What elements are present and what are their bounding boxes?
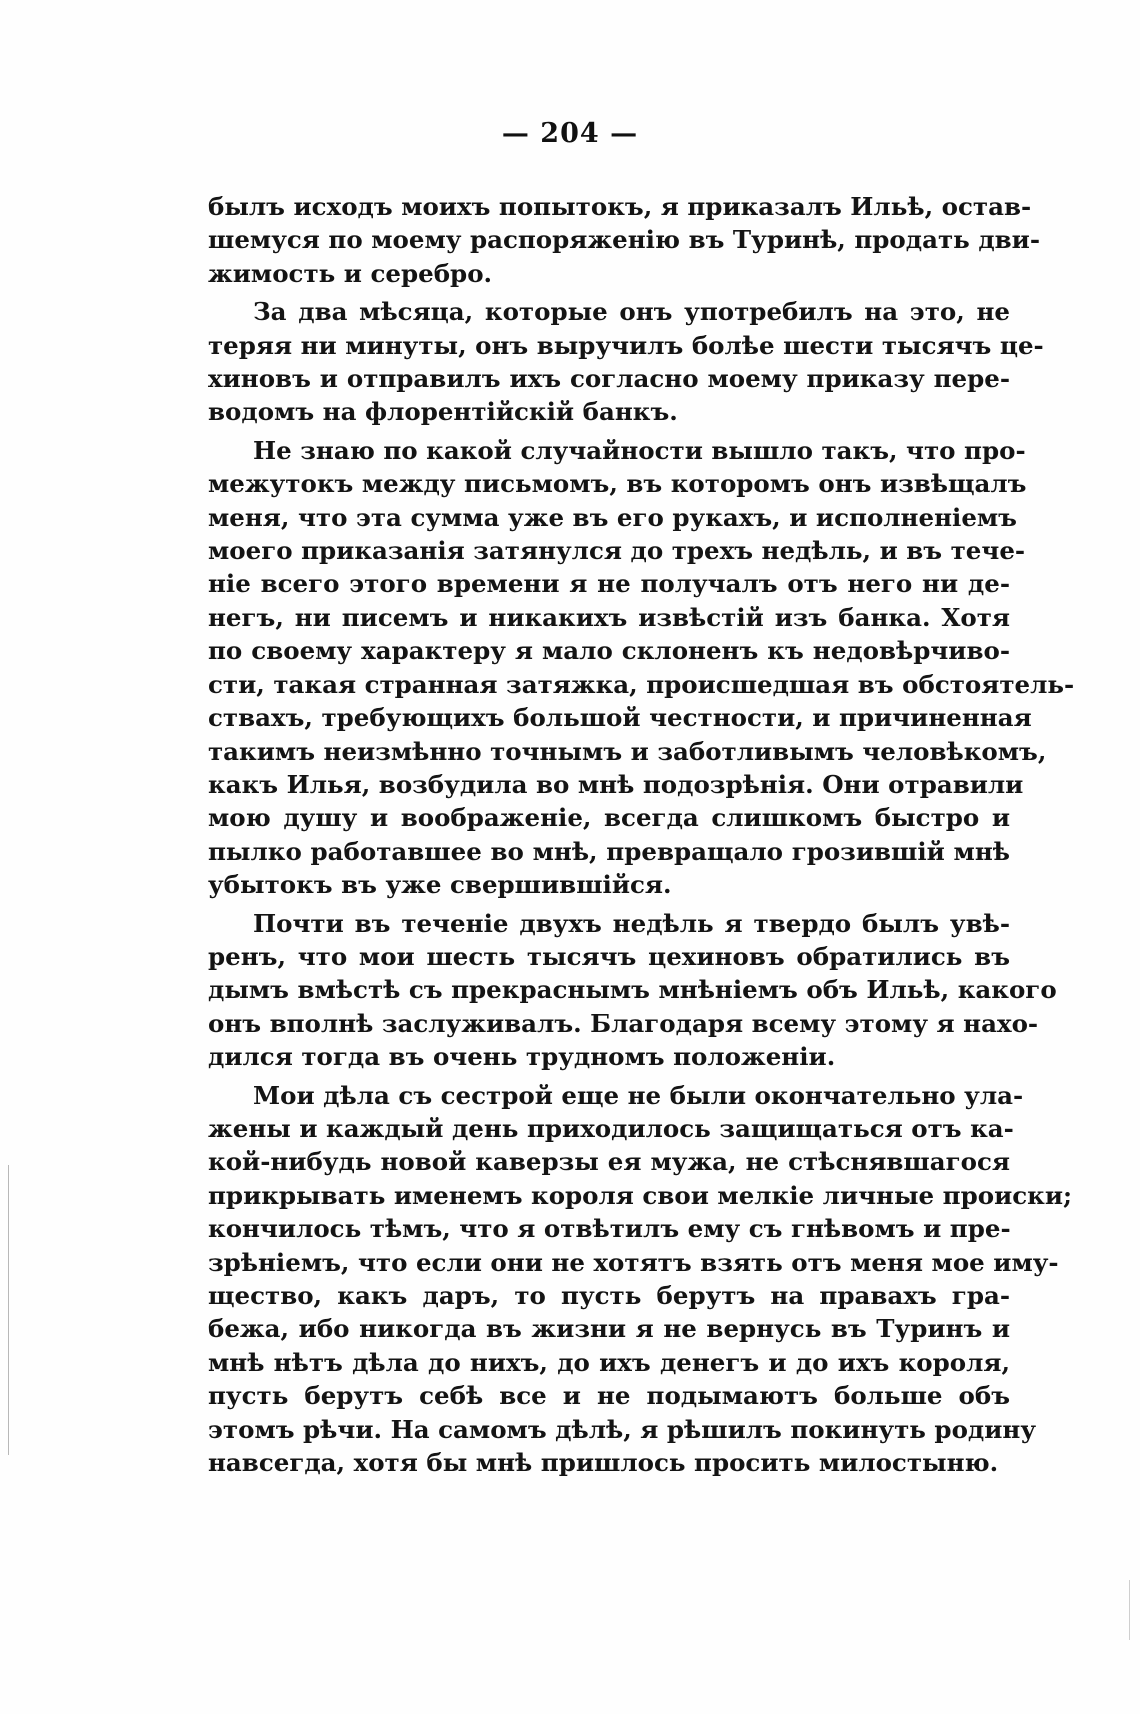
text-line: Почти въ теченіе двухъ недѣль я твердо былъ увѣ- (253, 908, 1010, 938)
text-line: ніе всего этого времени я не получалъ отъ него ни де- (208, 569, 1010, 599)
text-line: ствахъ, требующихъ большой честности, и причиненная (208, 703, 1032, 733)
text-line: пусть берутъ себѣ все и не подымаютъ больше объ (208, 1381, 1010, 1411)
text-line: прикрывать именемъ короля свои мелкіе личные происки; (208, 1180, 1073, 1210)
text-line: жимость и серебро. (208, 258, 493, 288)
page-number: — 204 — (501, 118, 639, 149)
text-line: этомъ рѣчи. На самомъ дѣлѣ, я рѣшилъ покинуть родину (208, 1414, 1037, 1444)
text-line: водомъ на флорентійскій банкъ. (208, 397, 678, 427)
paragraph (208, 295, 1044, 429)
text-line: Не знаю по какой случайности вышло такъ, что про- (253, 435, 1026, 465)
text-line: убытокъ въ уже свершившійся. (208, 870, 672, 900)
text-line: сти, такая странная затяжка, происшедшая въ обстоятель- (208, 669, 1075, 699)
scan-edge-mark (8, 1165, 9, 1455)
paragraph (208, 190, 1041, 290)
paragraph (208, 907, 1057, 1074)
text-line: зрѣніемъ, что если они не хотятъ взять отъ меня мое иму- (208, 1247, 1059, 1277)
paragraph (208, 1079, 1073, 1480)
text-line: За два мѣсяца, которые онъ употребилъ на это, не (253, 297, 1010, 327)
text-line: былъ исходъ моихъ попытокъ, я приказалъ Ильѣ, остав- (208, 192, 1032, 221)
text-line: хиновъ и отправилъ ихъ согласно моему приказу пере- (208, 364, 1010, 394)
text-line: какъ Илья, возбудила во мнѣ подозрѣнія. Они отравили (208, 769, 1024, 799)
paragraph (208, 434, 1075, 902)
text-line: теряя ни минуты, онъ выручилъ болѣе шести тысячъ це- (208, 330, 1044, 360)
text-line: кончилось тѣмъ, что я отвѣтилъ ему съ гнѣвомъ и пре- (208, 1214, 1011, 1244)
text-line: моего приказанія затянулся до трехъ недѣль, и въ тече- (208, 536, 1026, 566)
text-line: навсегда, хотя бы мнѣ пришлось просить милостыню. (208, 1448, 999, 1478)
text-line: мнѣ нѣтъ дѣла до нихъ, до ихъ денегъ и до ихъ короля, (208, 1347, 1010, 1377)
text-line: ренъ, что мои шесть тысячъ цехиновъ обратились въ (208, 941, 1010, 971)
text-line: жены и каждый день приходилось защищаться отъ ка- (208, 1113, 1014, 1143)
text-line: Мои дѣла съ сестрой еще не были окончательно ула- (253, 1080, 1024, 1110)
body-text (208, 190, 1075, 1484)
text-line: дымъ вмѣстѣ съ прекраснымъ мнѣніемъ объ Ильѣ, какого (208, 975, 1057, 1005)
text-line: дился тогда въ очень трудномъ положеніи. (208, 1042, 836, 1072)
text-line: негъ, ни писемъ и никакихъ извѣстій изъ банка. Хотя (208, 602, 1010, 632)
text-line: онъ вполнѣ заслуживалъ. Благодаря всему этому я нахо- (208, 1008, 1039, 1038)
scan-edge-mark (1129, 1580, 1130, 1640)
text-line: мою душу и воображеніе, всегда слишкомъ быстро и (208, 803, 1010, 833)
text-line: по своему характеру я мало склоненъ къ недовѣрчиво- (208, 636, 1010, 666)
text-line: бежа, ибо никогда въ жизни я не вернусь въ Туринъ и (208, 1314, 1010, 1344)
text-line: пылко работавшее во мнѣ, превращало грозившій мнѣ (208, 836, 1010, 866)
text-line: кой-нибудь новой каверзы ея мужа, не стѣснявшагося (208, 1147, 1010, 1177)
text-line: шемуся по моему распоряженію въ Туринѣ, продать дви- (208, 225, 1041, 255)
text-line: щество, какъ даръ, то пусть берутъ на правахъ гра- (208, 1281, 1010, 1310)
text-line: такимъ неизмѣнно точнымъ и заботливымъ человѣкомъ, (208, 736, 1047, 766)
text-line: меня, что эта сумма уже въ его рукахъ, и исполненіемъ (208, 502, 1017, 532)
text-line: межутокъ между письмомъ, въ которомъ онъ извѣщалъ (208, 469, 1027, 499)
